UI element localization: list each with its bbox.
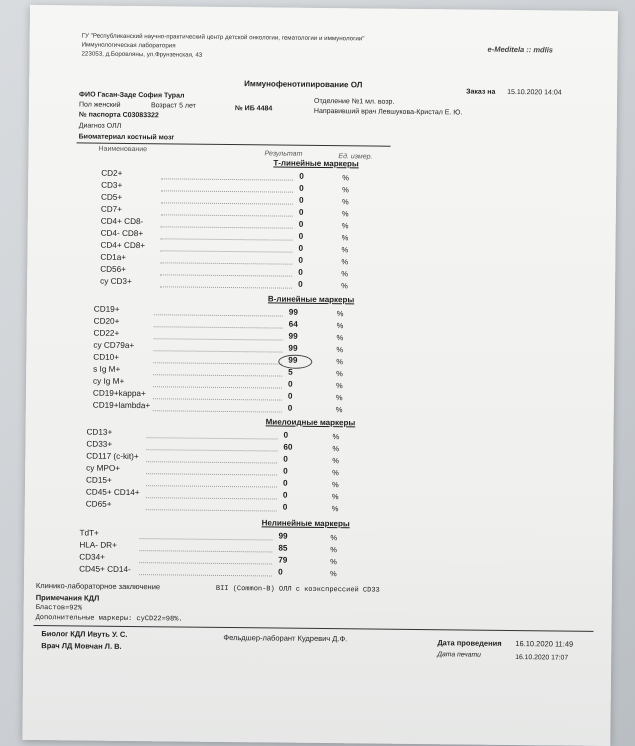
marker-unit: %	[341, 281, 348, 291]
marker-name: CD10+	[93, 352, 120, 362]
marker-value: 99	[278, 531, 288, 541]
paramedic-signature: Фельдшер-лаборант Кудревич Д.Ф.	[223, 632, 348, 644]
date-print-label: Дата печати	[437, 651, 481, 659]
marker-unit: %	[335, 393, 343, 403]
marker-value: 0	[282, 478, 288, 488]
marker-unit: %	[335, 381, 343, 391]
marker-value: 0	[287, 403, 293, 413]
marker-unit: %	[336, 333, 344, 343]
dot-leader	[153, 373, 282, 376]
marker-value: 0	[278, 567, 283, 577]
marker-name: CD1a+	[100, 252, 127, 262]
marker-name: CD33+	[86, 439, 113, 449]
marker-unit: %	[336, 309, 344, 319]
dot-leader	[154, 337, 283, 340]
marker-name: CD20+	[93, 316, 120, 326]
marker-unit: %	[332, 468, 339, 478]
blasts-note: Бластов=92%	[35, 604, 82, 613]
marker-value: 85	[278, 543, 288, 553]
section-title: В-линейные маркеры	[267, 294, 355, 305]
patient-age: Возраст 5 лет	[150, 102, 196, 110]
marker-value: 5	[288, 367, 293, 377]
patient-sex: Пол женский	[78, 101, 121, 109]
marker-value: 0	[288, 379, 293, 389]
marker-unit: %	[336, 345, 344, 355]
dot-leader	[161, 237, 293, 240]
section-title: Миелоидные маркеры	[265, 417, 356, 428]
dot-leader	[139, 573, 272, 576]
dot-leader	[146, 448, 277, 451]
date-done-label: Дата проведения	[437, 638, 502, 648]
dot-leader	[161, 201, 293, 204]
marker-unit: %	[330, 557, 337, 567]
marker-name: CD19+	[93, 304, 120, 314]
marker-name: CD2+	[101, 168, 123, 178]
marker-unit: %	[342, 185, 349, 195]
biomaterial: Биоматериал костный мозг	[78, 133, 175, 142]
dot-leader	[153, 349, 282, 352]
dot-leader	[153, 361, 282, 364]
marker-value: 0	[282, 502, 288, 512]
dot-leader	[160, 285, 292, 288]
section-title: Нелинейные маркеры	[261, 518, 350, 529]
marker-unit: %	[335, 405, 343, 415]
dot-leader	[146, 496, 277, 499]
marker-name: CD45+ CD14-	[79, 564, 131, 575]
marker-name: cy CD3+	[100, 276, 132, 287]
biologist-signature: Биолог КДЛ Ивуть У. С.	[41, 629, 128, 639]
marker-unit: %	[332, 432, 340, 442]
marker-name: CD4- CD8+	[100, 228, 144, 239]
marker-unit: %	[331, 492, 339, 502]
marker-unit: %	[336, 369, 343, 379]
marker-value: 99	[288, 343, 298, 353]
marker-value: 0	[298, 207, 304, 217]
marker-unit: %	[336, 321, 344, 331]
marker-value: 99	[288, 331, 298, 341]
conclusion-label: Клинико-лабораторное заключение	[35, 581, 161, 592]
dot-leader	[161, 177, 293, 180]
marker-value: 60	[283, 442, 293, 452]
order-label: Заказ на	[466, 88, 496, 96]
marker-unit: %	[341, 221, 349, 231]
org-name: ГУ "Республиканский научно-практический центр детской онкологии, гематологии и иммунологии"	[81, 32, 365, 43]
marker-value: 0	[287, 391, 293, 401]
marker-name: TdT+	[79, 528, 99, 538]
patient-passport: № паспорта С03083322	[78, 111, 159, 120]
marker-value: 79	[278, 555, 288, 565]
doctor-signature: Врач ЛД Мовчан Л. В.	[41, 641, 122, 651]
marker-name: CD13+	[86, 427, 113, 437]
handwritten-circle	[278, 355, 312, 369]
marker-unit: %	[341, 245, 349, 255]
marker-value: 0	[298, 279, 303, 289]
dot-leader	[154, 313, 283, 316]
marker-value: 0	[298, 219, 304, 229]
dot-leader	[153, 409, 282, 412]
marker-name: CD3+	[101, 180, 123, 190]
marker-name: CD15+	[85, 475, 112, 485]
marker-unit: %	[341, 257, 349, 267]
dot-leader	[146, 484, 277, 487]
marker-unit: %	[342, 173, 349, 183]
marker-unit: %	[332, 456, 339, 466]
marker-name: HLA- DR+	[79, 540, 117, 550]
marker-name: CD45+ CD14+	[85, 487, 140, 498]
extra-markers-note: Дополнительные маркеры: cyCD22=98%.	[35, 614, 183, 624]
marker-name: CD117 (c-kit)+	[86, 451, 139, 462]
marker-value: 0	[283, 454, 288, 464]
section-title: Т-линейные маркеры	[273, 158, 359, 169]
marker-unit: %	[330, 569, 337, 579]
marker-name: CD5+	[100, 192, 123, 202]
dot-leader	[146, 436, 277, 439]
patient-diagnosis: Диагноз ОЛЛ	[78, 122, 122, 130]
conclusion-text: BII (Common-B) ОЛЛ с коэкспрессией CD33	[215, 584, 380, 595]
org-address: 223053, д.Боровляны, ул.Фрунзенская, 43	[81, 50, 203, 59]
column-name: Наименование	[98, 145, 148, 154]
marker-name: cy MPO+	[86, 463, 121, 473]
date-print: 16.10.2020 17:07	[515, 654, 569, 662]
marker-value: 0	[298, 231, 304, 241]
marker-value: 0	[299, 171, 304, 181]
dot-leader	[160, 261, 292, 264]
marker-unit: %	[331, 504, 339, 514]
referring-doctor: Направивший врач Левшукова-Кристал Е. Ю.	[313, 107, 463, 117]
marker-unit: %	[332, 444, 340, 454]
notes-label: Примечания КДЛ	[35, 593, 100, 603]
lab-name: Иммунологическая лаборатория	[81, 41, 176, 50]
patient-ib: № ИБ 4484	[234, 105, 273, 113]
dot-leader	[139, 549, 272, 552]
dot-leader	[146, 460, 277, 463]
marker-unit: %	[330, 533, 338, 543]
marker-value: 99	[288, 307, 298, 317]
dot-leader	[161, 189, 293, 192]
marker-unit: %	[331, 480, 339, 490]
marker-value: 0	[283, 466, 288, 476]
marker-name: s Ig M+	[93, 364, 121, 374]
marker-name: cy Ig M+	[93, 376, 125, 386]
dot-leader	[161, 225, 293, 228]
marker-unit: %	[336, 357, 344, 367]
marker-name: cy CD79a+	[93, 340, 135, 351]
dot-leader	[146, 508, 277, 511]
marker-value: 0	[299, 183, 304, 193]
marker-unit: %	[341, 197, 349, 207]
marker-value: 99	[288, 355, 298, 365]
marker-unit: %	[341, 233, 349, 243]
marker-value: 0	[298, 255, 303, 265]
marker-name: CD34+	[79, 552, 106, 562]
report-title: Иммунофенотипирование ОЛ	[244, 79, 363, 90]
dot-leader	[160, 249, 292, 252]
marker-value: 0	[282, 490, 288, 500]
marker-name: CD4+ CD8-	[100, 216, 144, 227]
dot-leader	[139, 561, 272, 564]
order-date: 15.10.2020 14:04	[507, 88, 562, 97]
patient-department: Отделение №1 мл. возр.	[313, 97, 395, 106]
report-sheet	[22, 5, 618, 746]
marker-unit: %	[341, 209, 349, 219]
marker-name: CD4+ CD8+	[100, 240, 146, 251]
marker-value: 64	[288, 319, 298, 329]
column-unit: Ед. измер.	[338, 153, 373, 161]
dot-leader	[139, 537, 272, 540]
marker-value: 0	[298, 267, 303, 277]
marker-name: CD7+	[100, 204, 123, 214]
dot-leader	[146, 472, 277, 475]
marker-value: 0	[298, 195, 304, 205]
patient-fio: ФИО Гасан-Заде София Турал	[79, 91, 185, 100]
column-result: Результат	[264, 150, 303, 158]
marker-name: CD19+kappa+	[92, 388, 146, 399]
dot-leader	[154, 325, 283, 328]
marker-name: CD19+lambda+	[92, 400, 151, 411]
marker-unit: %	[341, 269, 348, 279]
dot-leader	[160, 273, 292, 276]
date-done: 16.10.2020 11:49	[515, 639, 574, 649]
dot-leader	[153, 385, 282, 388]
marker-value: 0	[283, 430, 289, 440]
brand-logo: e-Meditela :: mdlis	[487, 44, 554, 55]
dot-leader	[153, 397, 282, 400]
dot-leader	[161, 213, 293, 216]
marker-name: CD22+	[93, 328, 120, 338]
marker-name: CD65+	[85, 499, 112, 509]
marker-unit: %	[330, 545, 338, 555]
marker-value: 0	[298, 243, 304, 253]
marker-name: CD56+	[100, 264, 127, 274]
